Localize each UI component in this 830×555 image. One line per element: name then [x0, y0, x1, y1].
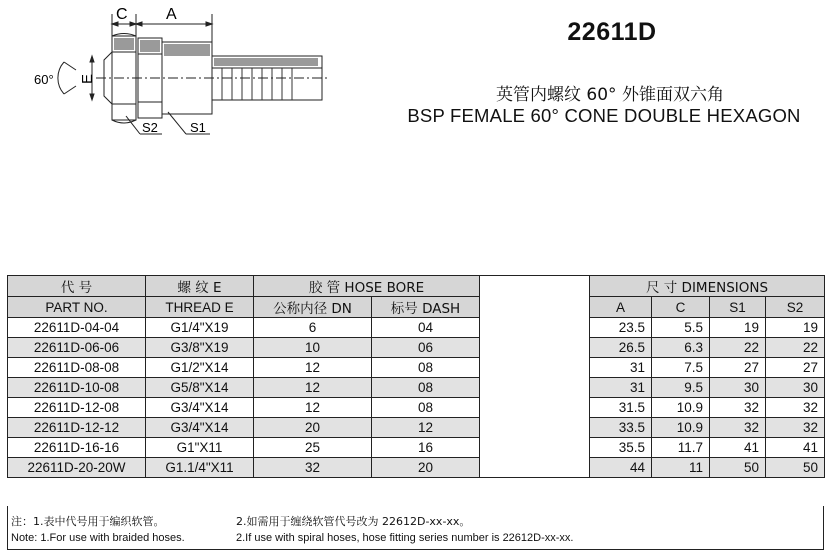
- cell-c: 10.9: [652, 418, 710, 438]
- cell-a: 44: [590, 458, 652, 478]
- cell-s1: 32: [710, 398, 766, 418]
- s1-label: S1: [190, 120, 206, 135]
- cell-s2: 22: [766, 338, 825, 358]
- cell-thread: G5/8"X14: [146, 378, 254, 398]
- cell-s2: 27: [766, 358, 825, 378]
- specification-table: [7, 275, 825, 478]
- header-thread-cn: 螺 纹 E: [146, 276, 254, 297]
- header-dash: 标号 DASH: [372, 297, 480, 318]
- cell-dash: 16: [372, 438, 480, 458]
- cell-part: 22611D-12-08: [8, 398, 146, 418]
- note-cn-1: 注：1.表中代号用于编织软管。: [11, 515, 165, 528]
- angle-label: 60°: [34, 72, 54, 87]
- cell-part: 22611D-20-20W: [8, 458, 146, 478]
- table-row: [8, 458, 825, 478]
- cell-thread: G3/4"X14: [146, 418, 254, 438]
- header-row-1: [8, 276, 825, 297]
- cell-dn: 32: [254, 458, 372, 478]
- cell-thread: G1/4"X19: [146, 318, 254, 338]
- cell-a: 23.5: [590, 318, 652, 338]
- cell-thread: G1.1/4"X11: [146, 458, 254, 478]
- dim-c-label: C: [116, 6, 128, 23]
- dim-e-label: E: [79, 73, 96, 84]
- table-row: [8, 418, 825, 438]
- cell-c: 7.5: [652, 358, 710, 378]
- cell-dash: 06: [372, 338, 480, 358]
- description-english: BSP FEMALE 60° CONE DOUBLE HEXAGON: [407, 105, 801, 126]
- note-en-1: Note: 1.For use with braided hoses.: [11, 532, 185, 544]
- cell-s2: 30: [766, 378, 825, 398]
- cell-s1: 41: [710, 438, 766, 458]
- cell-a: 35.5: [590, 438, 652, 458]
- cell-thread: G3/4"X14: [146, 398, 254, 418]
- cell-c: 10.9: [652, 398, 710, 418]
- cell-s1: 19: [710, 318, 766, 338]
- header-code: 代 号: [8, 276, 146, 297]
- header-s2: S2: [766, 297, 825, 318]
- cell-thread: G1"X11: [146, 438, 254, 458]
- cell-dn: 12: [254, 358, 372, 378]
- cell-part: 22611D-04-04: [8, 318, 146, 338]
- cell-part: 22611D-08-08: [8, 358, 146, 378]
- cell-s1: 22: [710, 338, 766, 358]
- cell-s1: 50: [710, 458, 766, 478]
- cell-dash: 20: [372, 458, 480, 478]
- cell-dn: 25: [254, 438, 372, 458]
- cell-c: 9.5: [652, 378, 710, 398]
- header-dn: 公称内径 DN: [254, 297, 372, 318]
- header-part-no: PART NO.: [8, 297, 146, 318]
- cell-dash: 08: [372, 378, 480, 398]
- cell-c: 11.7: [652, 438, 710, 458]
- cell-dn: 12: [254, 378, 372, 398]
- cell-part: 22611D-10-08: [8, 378, 146, 398]
- cell-part: 22611D-12-12: [8, 418, 146, 438]
- cell-a: 31: [590, 378, 652, 398]
- cell-a: 31.5: [590, 398, 652, 418]
- table-row: [8, 318, 825, 338]
- header-thread-e: THREAD E: [146, 297, 254, 318]
- cell-s2: 32: [766, 398, 825, 418]
- notes-box: [7, 506, 824, 550]
- description-chinese: 英管内螺纹 60° 外锥面双六角: [496, 85, 724, 105]
- header-dimensions: 尺 寸 DIMENSIONS: [590, 276, 825, 297]
- cell-a: 31: [590, 358, 652, 378]
- cell-thread: G3/8"X19: [146, 338, 254, 358]
- header-c: C: [652, 297, 710, 318]
- table-row: [8, 358, 825, 378]
- header-s1: S1: [710, 297, 766, 318]
- fitting-drawing: [0, 0, 340, 150]
- cell-s2: 50: [766, 458, 825, 478]
- note-cn-2: 2.如需用于缠绕软管代号改为 22612D-xx-xx。: [236, 515, 471, 528]
- cell-c: 11: [652, 458, 710, 478]
- cell-dash: 12: [372, 418, 480, 438]
- cell-s2: 41: [766, 438, 825, 458]
- table-row: [8, 398, 825, 418]
- header-a: A: [590, 297, 652, 318]
- cell-a: 26.5: [590, 338, 652, 358]
- cell-a: 33.5: [590, 418, 652, 438]
- cell-dash: 04: [372, 318, 480, 338]
- cell-s1: 27: [710, 358, 766, 378]
- part-number-title: 22611D: [567, 18, 657, 46]
- note-en-2: 2.If use with spiral hoses, hose fitting series number is 22612D-xx-xx.: [236, 532, 574, 544]
- cell-thread: G1/2"X14: [146, 358, 254, 378]
- cell-part: 22611D-06-06: [8, 338, 146, 358]
- cell-dn: 12: [254, 398, 372, 418]
- cell-dn: 20: [254, 418, 372, 438]
- header-hose-bore: 胶 管 HOSE BORE: [254, 276, 480, 297]
- s2-label: S2: [142, 120, 158, 135]
- table-row: [8, 438, 825, 458]
- cell-dn: 10: [254, 338, 372, 358]
- cell-dn: 6: [254, 318, 372, 338]
- cell-s1: 30: [710, 378, 766, 398]
- cell-s2: 32: [766, 418, 825, 438]
- cell-s2: 19: [766, 318, 825, 338]
- cell-c: 5.5: [652, 318, 710, 338]
- cell-s1: 32: [710, 418, 766, 438]
- cell-dash: 08: [372, 358, 480, 378]
- cell-dash: 08: [372, 398, 480, 418]
- dim-a-label: A: [166, 6, 177, 23]
- cell-c: 6.3: [652, 338, 710, 358]
- table-row: [8, 338, 825, 358]
- header-row-2: [8, 297, 825, 318]
- blank-column: [480, 276, 590, 478]
- cell-part: 22611D-16-16: [8, 438, 146, 458]
- table-row: [8, 378, 825, 398]
